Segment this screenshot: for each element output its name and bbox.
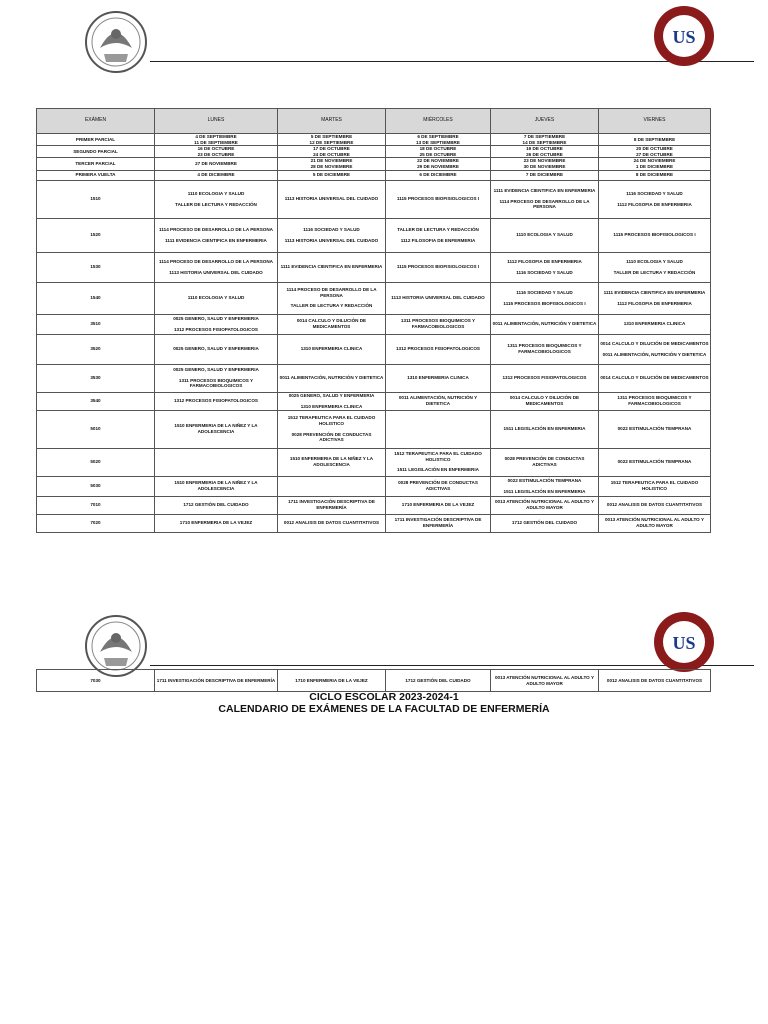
cell-entry: 1111 EVIDENCIA CIENTIFICA EN ENFERMERIA	[603, 289, 706, 295]
cell-entry: 1510 ENFERMERIA DE LA NIÑEZ Y LA ADOLESCENCIA	[289, 456, 374, 468]
cell-entry: 1311 PROCESOS BIOQUIMICOS Y FARMACOBIOLOGICOS	[507, 343, 582, 355]
table-row	[37, 448, 711, 476]
cell-entry: 1310 ENFERMERIA CLINICA	[300, 403, 363, 409]
schedule-cell	[599, 670, 711, 692]
schedule-cell	[491, 496, 599, 514]
cell-entry: 1116 SOCIEDAD Y SALUD	[303, 226, 360, 232]
cell-entry: 1116 SOCIEDAD Y SALUD	[626, 190, 683, 196]
schedule-cell	[155, 410, 278, 448]
schedule-cell	[599, 134, 711, 146]
schedule-cell	[278, 448, 386, 476]
cell-entry: 1115 PROCESOS BIOFISIOLOGICOS I	[613, 232, 696, 238]
cell-entry: 1512 TERAPEUTICA PARA EL CUIDADO HOLISTICO	[287, 415, 376, 426]
schedule-cell	[491, 476, 599, 496]
cell-entry: 1711 INVESTIGACIÓN DESCRIPTIVA DE ENFERMERÍA	[394, 517, 482, 529]
schedule-cell	[155, 134, 278, 146]
cell-entry: 1310 ENFERMERIA CLINICA	[300, 346, 363, 352]
schedule-cell	[278, 180, 386, 218]
cell-entry: 1113 HISTORIA UNIVERSAL DEL CUIDADO	[169, 269, 263, 275]
schedule-cell	[278, 134, 386, 146]
svg-text:US: US	[672, 633, 696, 653]
schedule-cell	[386, 448, 491, 476]
schedule-cell	[491, 334, 599, 364]
table-row	[37, 180, 711, 218]
schedule-cell	[386, 170, 491, 180]
schedule-cell	[386, 252, 491, 282]
cell-entry: 1312 PROCESOS FISIOPATOLOGICOS	[396, 346, 480, 352]
cell-entry: 1712 GESTIÓN DEL CUIDADO	[183, 502, 249, 508]
schedule-cell	[155, 282, 278, 314]
row-label: PRIMERA VUELTA	[37, 170, 155, 180]
schedule-cell	[278, 392, 386, 410]
table-row	[37, 410, 711, 448]
table-row	[37, 158, 711, 170]
cell-entry: 0022 ESTIMULACIÓN TEMPRANA	[507, 477, 582, 483]
table-row	[37, 282, 711, 314]
schedule-cell	[155, 314, 278, 334]
cell-entry: 1710 ENFERMERIA DE LA VEJEZ	[401, 502, 475, 508]
exam-schedule-table-continued	[36, 669, 711, 692]
header-tuesday: MARTES	[278, 109, 386, 134]
cell-entry: 22 DE NOVIEMBRE 29 DE NOVIEMBRE	[417, 158, 459, 169]
table-row	[37, 364, 711, 392]
cell-entry: 7 DE SEPTIEMBRE 14 DE SEPTIEMBRE	[522, 134, 567, 145]
cell-entry: 5 DE SEPTIEMBRE 12 DE SEPTIEMBRE	[309, 134, 354, 145]
schedule-cell	[599, 282, 711, 314]
cell-entry: 24 DE NOVIEMBRE 1 DE DICIEMBRE	[633, 158, 676, 169]
schedule-cell	[278, 410, 386, 448]
cell-entry: 5 DE DICIEMBRE	[312, 172, 351, 178]
row-label: 3530	[37, 364, 155, 392]
cell-entry: 0025 GENERO, SALUD Y ENFERMERIA	[173, 315, 259, 321]
row-label: 7030	[37, 670, 155, 692]
cell-entry: 1711 INVESTIGACIÓN DESCRIPTIVA DE ENFERMERÍA	[156, 677, 276, 683]
schedule-cell	[386, 218, 491, 252]
cell-entry: 0022 ESTIMULACIÓN TEMPRANA	[617, 426, 692, 432]
row-label: 7010	[37, 496, 155, 514]
table-row	[37, 392, 711, 410]
cell-entry: 6 DE SEPTIEMBRE 13 DE SEPTIEMBRE	[416, 134, 460, 145]
exam-calendar-title: CALENDARIO DE EXÁMENES DE LA FACULTAD DE ENFERMERÍA	[218, 703, 550, 715]
schedule-cell	[491, 514, 599, 532]
schedule-cell	[386, 180, 491, 218]
cell-entry: 27 DE NOVIEMBRE	[195, 161, 237, 167]
schedule-cell	[599, 476, 711, 496]
schedule-cell	[155, 146, 278, 158]
schedule-cell	[386, 670, 491, 692]
cell-entry: 1110 ECOLOGIA Y SALUD	[626, 258, 683, 264]
cell-entry: 1114 PROCESO DE DESARROLLO DE LA PERSONA	[159, 226, 273, 232]
cell-entry: 0012 ANALISIS DE DATOS CUANTITATIVOS	[283, 520, 380, 526]
schedule-cell	[599, 252, 711, 282]
table-row	[37, 334, 711, 364]
schedule-cell	[278, 496, 386, 514]
schedule-cell	[491, 392, 599, 410]
schedule-cell	[155, 670, 278, 692]
table-row	[37, 314, 711, 334]
cell-entry: 1114 PROCESO DE DESARROLLO DE LA PERSONA	[499, 198, 590, 210]
cell-entry: 1310 ENFERMERIA CLINICA	[623, 321, 686, 327]
cell-entry: 0013 ATENCIÓN NUTRICIONAL AL ADULTO Y ADULTO MAYOR	[604, 517, 705, 529]
schedule-cell	[491, 670, 599, 692]
header-exam: EXÁMEN	[37, 109, 155, 134]
cell-entry: 1310 ENFERMERIA CLINICA	[407, 375, 469, 381]
table-row	[37, 134, 711, 146]
table-row	[37, 218, 711, 252]
cell-entry: 1116 SOCIEDAD Y SALUD	[516, 269, 573, 275]
document-titles	[0, 691, 768, 715]
cell-entry: 6 DE DICIEMBRE	[419, 172, 457, 178]
cell-entry: 1110 ECOLOGIA Y SALUD	[516, 232, 573, 238]
schedule-cell	[278, 476, 386, 496]
schedule-cell	[491, 170, 599, 180]
cell-entry: 1116 SOCIEDAD Y SALUD	[516, 289, 573, 295]
schedule-cell	[386, 496, 491, 514]
header-thursday: JUEVES	[491, 109, 599, 134]
cell-entry: 1111 EVIDENCIA CIENTIFICA EN ENFERMERIA	[280, 264, 383, 270]
row-label: 1540	[37, 282, 155, 314]
schedule-cell	[155, 218, 278, 252]
cell-entry: 18 DE OCTUBRE 25 DE OCTUBRE	[419, 146, 457, 157]
schedule-cell	[155, 496, 278, 514]
cell-entry: 0014 CALCULO Y DILUCIÓN DE MEDICAMENTOS	[296, 318, 367, 330]
cell-entry: 4 DE SEPTIEMBRE 11 DE SEPTIEMBRE	[194, 134, 238, 145]
schedule-cell	[278, 170, 386, 180]
cell-entry: 0012 ANALISIS DE DATOS CUANTITATIVOS	[606, 677, 703, 683]
schedule-cell	[491, 448, 599, 476]
us-university-seal-icon	[652, 610, 716, 674]
schedule-cell	[491, 134, 599, 146]
schedule-cell	[599, 170, 711, 180]
exam-schedule-table	[36, 108, 711, 533]
cell-entry: 1113 HISTORIA UNIVERSAL DEL CUIDADO	[391, 295, 485, 301]
cell-entry: 1511 LEGISLACIÓN EN ENFERMERIA	[397, 467, 479, 473]
cell-entry: 23 DE NOVIEMBRE 30 DE NOVIEMBRE	[523, 158, 566, 169]
schedule-cell	[155, 158, 278, 170]
row-label: 1520	[37, 218, 155, 252]
table-row	[37, 252, 711, 282]
schedule-cell	[599, 334, 711, 364]
cell-entry: 0028 PREVENCIÓN DE CONDUCTAS ADICTIVAS	[291, 431, 372, 443]
cell-entry: 1112 FILOSOFIA DE ENFERMERIA	[400, 237, 476, 243]
header-wednesday: MIÉRCOLES	[386, 109, 491, 134]
schedule-cell	[599, 146, 711, 158]
cell-entry: 1312 PROCESOS FISIOPATOLOGICOS	[502, 375, 587, 381]
cell-entry: TALLER DE LECTURA Y REDACCIÓN	[613, 269, 696, 275]
row-label: SEGUNDO PARCIAL	[37, 146, 155, 158]
schedule-cell	[278, 334, 386, 364]
cell-entry: 0025 GENERO, SALUD Y ENFERMERIA	[173, 346, 259, 352]
cell-entry: 1111 EVIDENCIA CIENTIFICA EN ENFERMERIA	[493, 188, 596, 194]
cell-entry: TALLER DE LECTURA Y REDACCIÓN	[175, 201, 257, 207]
cell-entry: 1115 PROCESOS BIOFISIOLOGICOS I	[503, 300, 586, 306]
cell-entry: 19 DE OCTUBRE 26 DE OCTUBRE	[526, 146, 563, 157]
schedule-cell	[491, 410, 599, 448]
schedule-cell	[491, 218, 599, 252]
schedule-cell	[599, 410, 711, 448]
cell-entry: 1710 ENFERMERIA DE LA VEJEZ	[295, 677, 368, 683]
cell-entry: TALLER DE LECTURA Y REDACCIÓN	[397, 226, 479, 232]
cell-entry: 1111 EVIDENCIA CIENTIFICA EN ENFERMERIA	[165, 237, 267, 243]
schedule-cell	[491, 158, 599, 170]
cell-entry: 1112 FILOSOFIA DE ENFERMERIA	[507, 258, 582, 264]
table-row	[37, 496, 711, 514]
cell-entry: 0013 ATENCIÓN NUTRICIONAL AL ADULTO Y ADULTO MAYOR	[494, 499, 595, 511]
schedule-cell	[278, 252, 386, 282]
schedule-cell	[386, 364, 491, 392]
schedule-cell	[278, 282, 386, 314]
cell-entry: TALLER DE LECTURA Y REDACCIÓN	[290, 303, 373, 309]
cell-entry: 1115 PROCESOS BIOFISIOLOGICOS I	[396, 196, 480, 202]
schedule-cell	[155, 476, 278, 496]
schedule-cell	[599, 314, 711, 334]
schedule-cell	[278, 146, 386, 158]
schedule-cell	[491, 252, 599, 282]
cell-entry: 17 DE OCTUBRE 24 DE OCTUBRE	[313, 146, 350, 157]
cell-entry: 1512 TERAPEUTICA PARA EL CUIDADO HOLISTICO	[394, 451, 482, 462]
schedule-cell	[278, 364, 386, 392]
table-header-row	[37, 109, 711, 134]
cell-entry: 8 DE DICIEMBRE	[635, 172, 674, 178]
schedule-cell	[155, 334, 278, 364]
table-row	[37, 514, 711, 532]
cell-entry: 1311 PROCESOS BIOQUIMICOS Y FARMACOBIOLOGICOS	[400, 318, 476, 330]
schedule-cell	[386, 392, 491, 410]
schedule-cell	[599, 514, 711, 532]
schedule-cell	[155, 364, 278, 392]
cell-entry: 0028 PREVENCIÓN DE CONDUCTAS ADICTIVAS	[504, 456, 585, 468]
row-label: 3540	[37, 392, 155, 410]
schedule-cell	[599, 158, 711, 170]
schedule-cell	[155, 392, 278, 410]
schedule-cell	[386, 282, 491, 314]
row-label: 1530	[37, 252, 155, 282]
cell-entry: 0025 GENERO, SALUD Y ENFERMERIA	[173, 367, 259, 373]
cell-entry: 1710 ENFERMERIA DE LA VEJEZ	[179, 520, 253, 526]
schedule-cell	[155, 252, 278, 282]
schedule-cell	[386, 158, 491, 170]
cell-entry: 0011 ALIMENTACIÓN, NUTRICIÓN Y DIETETICA	[398, 395, 478, 407]
schedule-cell	[155, 514, 278, 532]
row-label: 3520	[37, 334, 155, 364]
cell-entry: 0028 PREVENCIÓN DE CONDUCTAS ADICTIVAS	[398, 480, 478, 492]
cell-entry: 0014 CALCULO Y DILUCIÓN DE MEDICAMENTOS	[509, 395, 580, 407]
schedule-cell	[386, 146, 491, 158]
table-row	[37, 146, 711, 158]
schedule-cell	[491, 282, 599, 314]
school-cycle-title: CICLO ESCOLAR 2023-2024-1	[309, 691, 459, 703]
cell-entry: 1512 TERAPEUTICA PARA EL CUIDADO HOLISTICO	[610, 480, 699, 492]
cell-entry: 1712 GESTIÓN DEL CUIDADO	[405, 677, 471, 683]
schedule-cell	[155, 170, 278, 180]
row-label: 3510	[37, 314, 155, 334]
schedule-cell	[599, 364, 711, 392]
schedule-cell	[599, 180, 711, 218]
schedule-cell	[386, 410, 491, 448]
cell-entry: 16 DE OCTUBRE 23 DE OCTUBRE	[197, 146, 235, 157]
schedule-cell	[491, 314, 599, 334]
cell-entry: 1112 FILOSOFIA DE ENFERMERIA	[617, 201, 692, 207]
cell-entry: 0014 CALCULO Y DILUCIÓN DE MEDICAMENTOS	[600, 375, 709, 381]
schedule-cell	[278, 314, 386, 334]
schedule-cell	[386, 476, 491, 496]
cell-entry: 1511 LEGISLACIÓN EN ENFERMERIA	[503, 488, 586, 494]
schedule-cell	[386, 334, 491, 364]
cell-entry: 1312 PROCESOS FISIOPATOLOGICOS	[174, 326, 258, 332]
cell-entry: 0011 ALIMENTACIÓN, NUTRICIÓN Y DIETETICA	[602, 351, 707, 357]
schedule-cell	[386, 314, 491, 334]
schedule-cell	[278, 670, 386, 692]
row-label: 5010	[37, 410, 155, 448]
cell-entry: 1712 GESTIÓN DEL CUIDADO	[511, 520, 578, 526]
cell-entry: 1115 PROCESOS BIOFISIOLOGICOS I	[396, 264, 480, 270]
cell-entry: 21 DE NOVIEMBRE 28 DE NOVIEMBRE	[310, 158, 353, 169]
unam-seal-icon	[82, 8, 150, 76]
schedule-cell	[599, 392, 711, 410]
cell-entry: 8 DE SEPTIEMBRE	[633, 136, 676, 142]
header-monday: LUNES	[155, 109, 278, 134]
row-label: 1510	[37, 180, 155, 218]
schedule-cell	[386, 514, 491, 532]
schedule-cell	[599, 218, 711, 252]
cell-entry: 1114 PROCESO DE DESARROLLO DE LA PERSONA	[286, 287, 377, 298]
schedule-cell	[599, 448, 711, 476]
cell-entry: 0013 ATENCIÓN NUTRICIONAL AL ADULTO Y ADULTO MAYOR	[494, 674, 595, 686]
table-row	[37, 670, 711, 692]
schedule-cell	[386, 134, 491, 146]
cell-entry: 1113 HISTORIA UNIVERSAL DEL CUIDADO	[284, 237, 379, 243]
cell-entry: 0011 ALIMENTACIÓN, NUTRICIÓN Y DIETETICA	[492, 321, 597, 327]
schedule-cell	[491, 146, 599, 158]
schedule-cell	[491, 364, 599, 392]
cell-entry: 1511 LEGISLACIÓN EN ENFERMERIA	[503, 426, 586, 432]
cell-entry: 7 DE DICIEMBRE	[525, 172, 564, 178]
row-label: 7020	[37, 514, 155, 532]
cell-entry: 1112 FILOSOFIA DE ENFERMERIA	[617, 300, 692, 306]
cell-entry: 0012 ANALISIS DE DATOS CUANTITATIVOS	[606, 502, 703, 508]
schedule-cell	[278, 218, 386, 252]
cell-entry: 20 DE OCTUBRE 27 DE OCTUBRE	[636, 146, 673, 157]
cell-entry: 1311 PROCESOS BIOQUIMICOS Y FARMACOBIOLOGICOS	[178, 377, 254, 389]
cell-entry: 1113 HISTORIA UNIVERSAL DEL CUIDADO	[284, 196, 379, 202]
cell-entry: 1510 ENFERMERIA DE LA NIÑEZ Y LA ADOLESCENCIA	[174, 480, 258, 492]
cell-entry: 1110 ECOLOGIA Y SALUD	[187, 295, 245, 301]
cell-entry: 1114 PROCESO DE DESARROLLO DE LA PERSONA	[159, 258, 273, 264]
row-label: 5020	[37, 448, 155, 476]
row-label: PRIMER PARCIAL	[37, 134, 155, 146]
schedule-cell	[278, 514, 386, 532]
cell-entry: 1510 ENFERMERIA DE LA NIÑEZ Y LA ADOLESCENCIA	[174, 423, 258, 435]
us-university-seal-icon	[652, 4, 716, 68]
schedule-cell	[155, 448, 278, 476]
schedule-cell	[155, 180, 278, 218]
row-label: TERCER PARCIAL	[37, 158, 155, 170]
cell-entry: 0025 GENERO, SALUD Y ENFERMERIA	[288, 392, 375, 398]
schedule-cell	[278, 158, 386, 170]
schedule-cell	[599, 496, 711, 514]
cell-entry: 4 DE DICIEMBRE	[197, 172, 235, 178]
cell-entry: 0011 ALIMENTACIÓN, NUTRICIÓN Y DIETETICA	[279, 375, 384, 381]
cell-entry: 1312 PROCESOS FISIOPATOLOGICOS	[174, 398, 258, 404]
table-row	[37, 170, 711, 180]
schedule-cell	[491, 180, 599, 218]
cell-entry: 0014 CALCULO Y DILUCIÓN DE MEDICAMENTOS	[600, 340, 709, 346]
cell-entry: 1110 ECOLOGIA Y SALUD	[187, 190, 245, 196]
cell-entry: 1311 PROCESOS BIOQUIMICOS Y FARMACOBIOLOGICOS	[617, 395, 692, 407]
cell-entry: 1711 INVESTIGACIÓN DESCRIPTIVA DE ENFERMERÍA	[288, 499, 375, 511]
table-row	[37, 476, 711, 496]
cell-entry: 0022 ESTIMULACIÓN TEMPRANA	[617, 459, 692, 465]
svg-text:US: US	[672, 27, 696, 47]
header-friday: VIERNES	[599, 109, 711, 134]
row-label: 5030	[37, 476, 155, 496]
